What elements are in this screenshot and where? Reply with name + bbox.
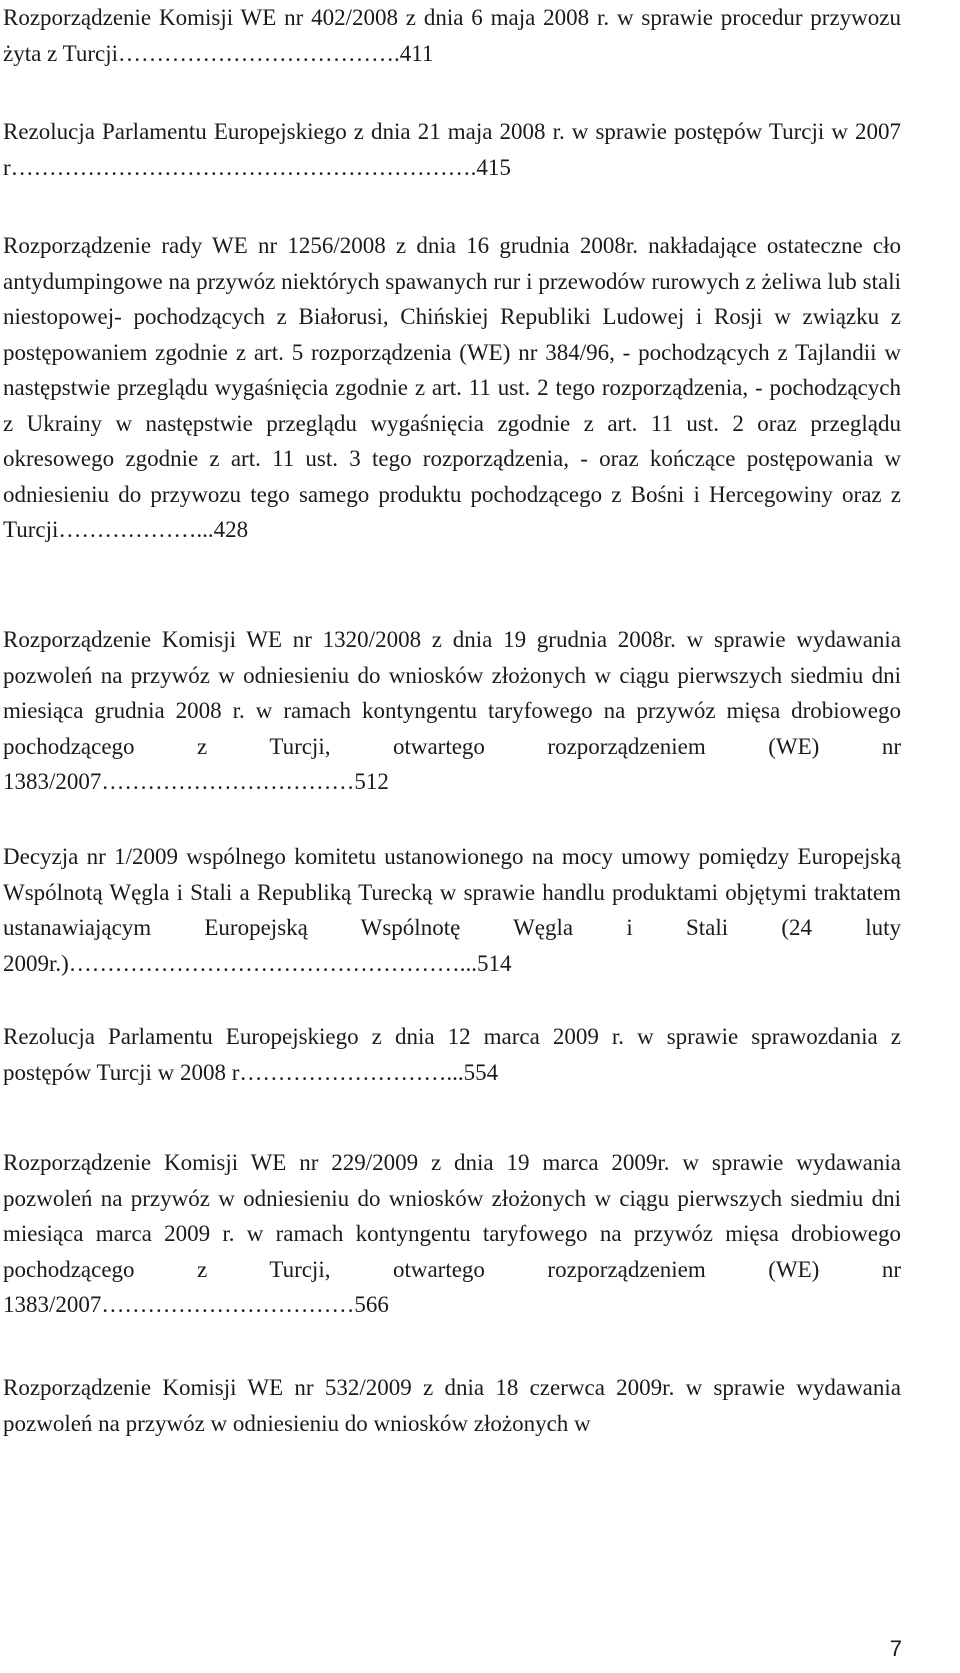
toc-entry xyxy=(3,114,901,185)
toc-entry-text: Rezolucja Parlamentu Europejskiego z dnia 21 maja 2008 r. w sprawie postępów Turcji w 2007 r…………………………………………………….415 xyxy=(3,119,901,180)
toc-entry-text: Decyzja nr 1/2009 wspólnego komitetu ustanowionego na mocy umowy pomiędzy Europejską Wspólnotą Węgla i Stali a Republiką Turecką w sprawie handlu produktami objętymi traktatem ustanawiającym Europejską Wspólnotę Węgla i Stali (24 luty 2009r.)……………………………………………...514 xyxy=(3,844,901,976)
toc-entry-text: Rozporządzenie Komisji WE nr 402/2008 z dnia 6 maja 2008 r. w sprawie procedur przywozu żyta z Turcji……………………………….411 xyxy=(3,5,901,66)
toc-entry-text: Rozporządzenie rady WE nr 1256/2008 z dnia 16 grudnia 2008r. nakładające ostateczne cło antydumpingowe na przywóz niektórych spawanych rur i przewodów rurowych z żeliwa lub stali niestopowej- pochodzących z Białorusi, Chińskiej Republiki Ludowej i Rosji w związku z postępowaniem zgodnie z art. 5 rozporządzenia (WE) nr 384/96, - pochodzących z Tajlandii w następstwie przeglądu wygaśnięcia zgodnie z art. 11 ust. 2 tego rozporządzenia, - pochodzących z Ukrainy w następstwie przeglądu wygaśnięcia zgodnie z art. 11 ust. 2 oraz przeglądu okresowego zgodnie z art. 11 ust. 3 tego rozporządzenia, - oraz kończące postępowania w odniesieniu do przywozu tego samego produktu pochodzącego z Bośni i Hercegowiny oraz z Turcji………………...428 xyxy=(3,233,901,542)
toc-entry-text: Rozporządzenie Komisji WE nr 1320/2008 z dnia 19 grudnia 2008r. w sprawie wydawania pozwoleń na przywóz w odniesieniu do wniosków złożonych w ciągu pierwszych siedmiu dni miesiąca grudnia 2008 r. w ramach kontyngentu taryfowego na przywóz mięsa drobiowego pochodzącego z Turcji, otwartego rozporządzeniem (WE) nr 1383/2007……………………………512 xyxy=(3,627,901,794)
toc-entry-text: Rezolucja Parlamentu Europejskiego z dnia 12 marca 2009 r. w sprawie sprawozdania z postępów Turcji w 2008 r………………………...554 xyxy=(3,1024,901,1085)
toc-entry xyxy=(3,839,901,981)
page-number: 7 xyxy=(889,1636,902,1661)
toc-entry xyxy=(3,1019,901,1090)
toc-entry-text: Rozporządzenie Komisji WE nr 229/2009 z dnia 19 marca 2009r. w sprawie wydawania pozwoleń na przywóz w odniesieniu do wniosków złożonych w ciągu pierwszych siedmiu dni miesiąca marca 2009 r. w ramach kontyngentu taryfowego na przywóz mięsa drobiowego pochodzącego z Turcji, otwartego rozporządzeniem (WE) nr 1383/2007……………………………566 xyxy=(3,1150,901,1317)
toc-entry xyxy=(3,622,901,800)
toc-entry xyxy=(3,0,901,71)
toc-entry xyxy=(3,1145,901,1323)
toc-entry-text: Rozporządzenie Komisji WE nr 532/2009 z dnia 18 czerwca 2009r. w sprawie wydawania pozwoleń na przywóz w odniesieniu do wniosków złożonych w xyxy=(3,1375,901,1436)
toc-entry xyxy=(3,1370,901,1441)
toc-entry xyxy=(3,228,901,548)
